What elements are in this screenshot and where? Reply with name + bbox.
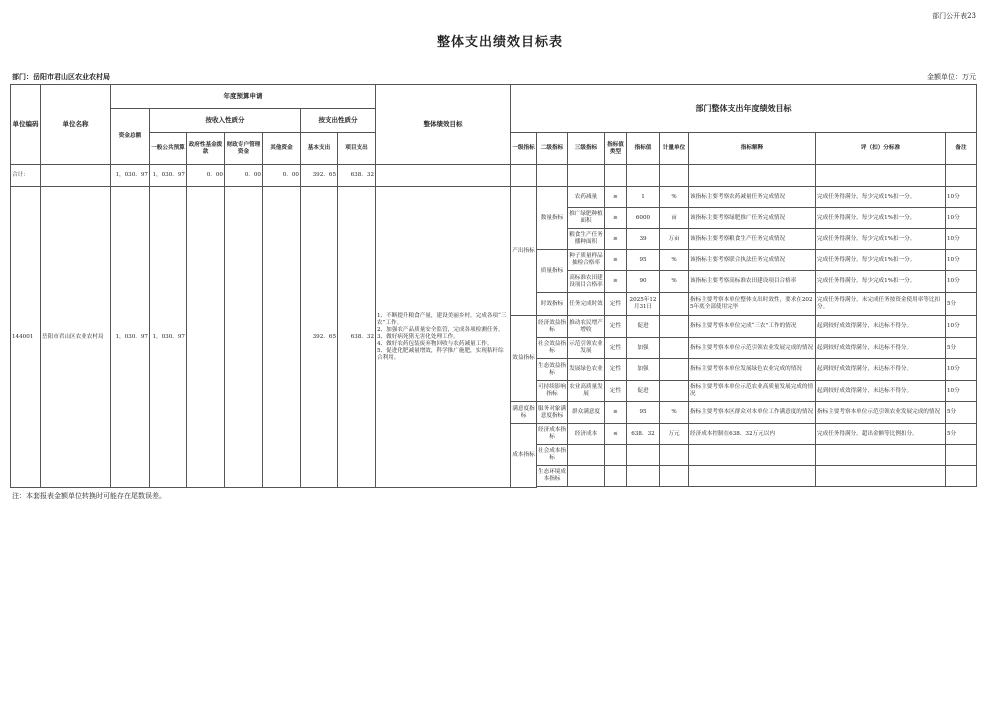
table-number-tag: 部门公开表23	[932, 12, 976, 20]
indicator-unit: %	[660, 250, 689, 271]
indicator-explain: 指标主要考察本单位完成“三农”工作的情况	[689, 316, 816, 338]
cat-output: 产出指标	[511, 187, 537, 316]
col-by-expense: 按支出性质分	[301, 109, 376, 133]
indicator-score: 完成任务得满分，每少完成1%扣一分。	[816, 229, 946, 250]
col-project-exp: 项目支出	[338, 133, 376, 165]
indicator-score: 起到较好成效得满分，未达标不得分。	[816, 338, 946, 359]
indicator-unit	[660, 316, 689, 338]
indicator-explain: 指标主要考察本区群众对本单位工作满意度的情况	[689, 402, 816, 424]
indicator-explain: 该指标主要考察高标准农田建设项目合格率	[689, 271, 816, 293]
indicator-unit: 万亩	[660, 229, 689, 250]
col-remark: 备注	[946, 133, 977, 165]
indicator-value: 95	[627, 402, 660, 424]
indicator-explain: 该指标主要考察粮食生产任务完成情况	[689, 229, 816, 250]
total-basic-exp: 392．65	[301, 165, 338, 187]
col-general-budget: 一般公共预算	[150, 133, 187, 165]
overall-goal-text: 1、不断提升粮食产量，建设美丽乡村，完成各项“三农”工作。 2、加强农产品质量安全监管，完成各项检测任务。 3、做好病死猪无害化处理工作。 4、做好农药包装废弃物回收与农药减量工作。 5、促进化肥减量增效，科学推广施肥，实现秸秆综合利用。	[376, 187, 511, 488]
table-row	[11, 187, 977, 208]
indicator-explain: 指标主要考察本单位示范农业高质量发展完成的情况	[689, 381, 816, 402]
indicator-l3: 农业高质量发展	[568, 381, 605, 402]
indicator-value: 95	[627, 250, 660, 271]
col-value: 指标值	[627, 133, 660, 165]
indicator-unit: 亩	[660, 208, 689, 229]
department-label: 部门：岳阳市君山区农业农村局	[12, 72, 110, 81]
indicator-remark: 5分	[946, 402, 977, 424]
indicator-value: 促进	[627, 381, 660, 402]
indicator-l3: 种子质量样品抽检合格率	[568, 250, 605, 271]
indicator-value: 39	[627, 229, 660, 250]
indicator-score: 完成任务得满分，未完成任务按资金使用率等比扣分。	[816, 293, 946, 316]
total-general-budget: 1，030．97	[150, 165, 187, 187]
cat-quality: 质量指标	[537, 250, 568, 293]
unit-project-exp: 638．32	[338, 187, 376, 488]
cat-economic: 经济效益指标	[537, 316, 568, 338]
col-scoring: 评（扣）分标准	[816, 133, 946, 165]
indicator-unit	[660, 381, 689, 402]
total-amount: 1，030．97	[111, 165, 150, 187]
indicator-type: 定性	[605, 381, 627, 402]
indicator-value: 促进	[627, 316, 660, 338]
indicator-score: 完成任务得满分，每少完成1%扣一分。	[816, 208, 946, 229]
page-title: 整体支出绩效目标表	[436, 35, 563, 50]
indicator-type: ≥	[605, 271, 627, 293]
indicator-explain: 指标主要考察本单位整体支出时效性，要求在2025年底全部使用完毕	[689, 293, 816, 316]
cat-cost: 成本指标	[511, 424, 537, 488]
total-special-mgmt: 0．00	[225, 165, 263, 187]
indicator-unit: %	[660, 402, 689, 424]
cat-eco-cost: 生态环境成本指标	[537, 466, 568, 487]
indicator-explain: 指标主要考察本单位示范引领农业发展完成的情况	[689, 338, 816, 359]
indicator-value: 1	[627, 187, 660, 208]
indicator-remark: 10分	[946, 359, 977, 381]
indicator-unit	[660, 359, 689, 381]
indicator-explain: 该指标主要考察联合执法任务完成情况	[689, 250, 816, 271]
total-label: 合计：	[11, 165, 41, 187]
indicator-type: 定性	[605, 316, 627, 338]
indicator-explain: 经济成本控制在638．32万元以内	[689, 424, 816, 445]
cat-benefit: 效益指标	[511, 316, 537, 402]
unit-code: 144001	[11, 187, 41, 488]
indicator-score: 起到较好成效得满分，未达标不得分。	[816, 359, 946, 381]
indicator-remark: 10分	[946, 316, 977, 338]
col-level3: 三级指标	[568, 133, 605, 165]
col-overall-goal: 整体绩效目标	[376, 85, 511, 165]
indicator-value: 2025年12月31日	[627, 293, 660, 316]
col-level2: 二级指标	[537, 133, 568, 165]
col-unit-code: 单位编码	[11, 85, 41, 165]
col-basic-exp: 基本支出	[301, 133, 338, 165]
indicator-l3: 推广绿肥种植面积	[568, 208, 605, 229]
indicator-score: 完成任务得满分，每少完成1%扣一分。	[816, 187, 946, 208]
indicator-value: 90	[627, 271, 660, 293]
indicator-remark: 10分	[946, 271, 977, 293]
indicator-l3: 推动农民增产增收	[568, 316, 605, 338]
indicator-score: 完成任务得满分，超出金额等比例扣分。	[816, 424, 946, 445]
indicator-type: ≥	[605, 402, 627, 424]
col-level1: 一级指标	[511, 133, 537, 165]
indicator-type: ≥	[605, 187, 627, 208]
total-other-fund: 0．00	[263, 165, 301, 187]
total-project-exp: 638．32	[338, 165, 376, 187]
col-measure-unit: 计量单位	[660, 133, 689, 165]
cat-satisfaction: 满意度指标	[511, 402, 537, 424]
footer-note: 注：本套报表金额单位转换时可能存在尾数误差。	[12, 492, 166, 500]
indicator-remark: 5分	[946, 293, 977, 316]
total-gov-fund: 0．00	[187, 165, 225, 187]
indicator-type: ≥	[605, 229, 627, 250]
indicator-l3: 高标准农田建设项目合格率	[568, 271, 605, 293]
indicator-score: 完成任务得满分，每少完成1%扣一分。	[816, 250, 946, 271]
col-by-income: 按收入性质分	[150, 109, 301, 133]
indicator-type: 定性	[605, 359, 627, 381]
cat-social: 社会效益指标	[537, 338, 568, 359]
indicator-remark: 5分	[946, 424, 977, 445]
cat-social-cost: 社会成本指标	[537, 445, 568, 466]
cat-quantity: 数量指标	[537, 187, 568, 250]
indicator-value: 6000	[627, 208, 660, 229]
indicator-value: 638．32	[627, 424, 660, 445]
indicator-type: ≤	[605, 424, 627, 445]
col-annual-budget: 年度预算申请	[111, 85, 376, 109]
indicator-score: 起到较好成效得满分，未达标不得分。	[816, 316, 946, 338]
col-value-type: 指标值类型	[605, 133, 627, 165]
amount-unit-label: 金额单位：万元	[927, 73, 976, 81]
unit-general-budget: 1，030．97	[150, 187, 187, 488]
indicator-value: 加强	[627, 338, 660, 359]
indicator-unit: %	[660, 187, 689, 208]
indicator-remark: 10分	[946, 208, 977, 229]
cat-service-sat: 服务对象满意度指标	[537, 402, 568, 424]
col-total: 资金总额	[111, 109, 150, 165]
indicator-l3: 农药减量	[568, 187, 605, 208]
cat-sustainable: 可持续影响指标	[537, 381, 568, 402]
col-special-mgmt: 财政专户管理资金	[225, 133, 263, 165]
indicator-remark: 10分	[946, 381, 977, 402]
indicator-l3: 任务完成时效	[568, 293, 605, 316]
cat-timeliness: 时效指标	[537, 293, 568, 316]
indicator-l3: 发展绿色农业	[568, 359, 605, 381]
indicator-remark: 10分	[946, 250, 977, 271]
indicator-unit: 万元	[660, 424, 689, 445]
indicator-type: ≥	[605, 208, 627, 229]
indicator-explain: 该指标主要考察绿肥推广任务完成情况	[689, 208, 816, 229]
indicator-score: 完成任务得满分，每少完成1%扣一分。	[816, 271, 946, 293]
indicator-unit: %	[660, 271, 689, 293]
indicator-type: 定性	[605, 293, 627, 316]
col-gov-fund: 政府性基金拨款	[187, 133, 225, 165]
unit-total: 1，030．97	[111, 187, 150, 488]
indicator-remark: 10分	[946, 187, 977, 208]
col-unit-name: 单位名称	[41, 85, 111, 165]
indicator-score: 指标主要考察本单位示范引领农业发展完成的情况	[816, 402, 946, 424]
unit-basic-exp: 392．65	[301, 187, 338, 488]
col-other-fund: 其他资金	[263, 133, 301, 165]
indicator-l3: 群众满意度	[568, 402, 605, 424]
cat-economic-cost: 经济成本指标	[537, 424, 568, 445]
indicator-explain: 该指标主要考察农药减量任务完成情况	[689, 187, 816, 208]
indicator-remark: 10分	[946, 229, 977, 250]
indicator-type: ≥	[605, 250, 627, 271]
indicator-l3: 粮食生产任务播种面积	[568, 229, 605, 250]
indicator-score: 起到较好成效得满分，未达标不得分。	[816, 381, 946, 402]
indicator-l3: 经济成本	[568, 424, 605, 445]
unit-name: 岳阳市君山区农业农村局	[41, 187, 111, 488]
col-dept-goal: 部门整体支出年度绩效目标	[511, 85, 977, 133]
indicator-explain: 指标主要考察本单位发展绿色农业完成的情况	[689, 359, 816, 381]
indicator-l3: 示范引领农业发展	[568, 338, 605, 359]
indicator-type: 定性	[605, 338, 627, 359]
indicator-unit	[660, 293, 689, 316]
indicator-unit	[660, 338, 689, 359]
indicator-remark: 5分	[946, 338, 977, 359]
col-explanation: 指标解释	[689, 133, 816, 165]
total-row	[11, 165, 977, 187]
performance-goal-table	[10, 84, 977, 488]
indicator-value: 加强	[627, 359, 660, 381]
cat-ecological: 生态效益指标	[537, 359, 568, 381]
